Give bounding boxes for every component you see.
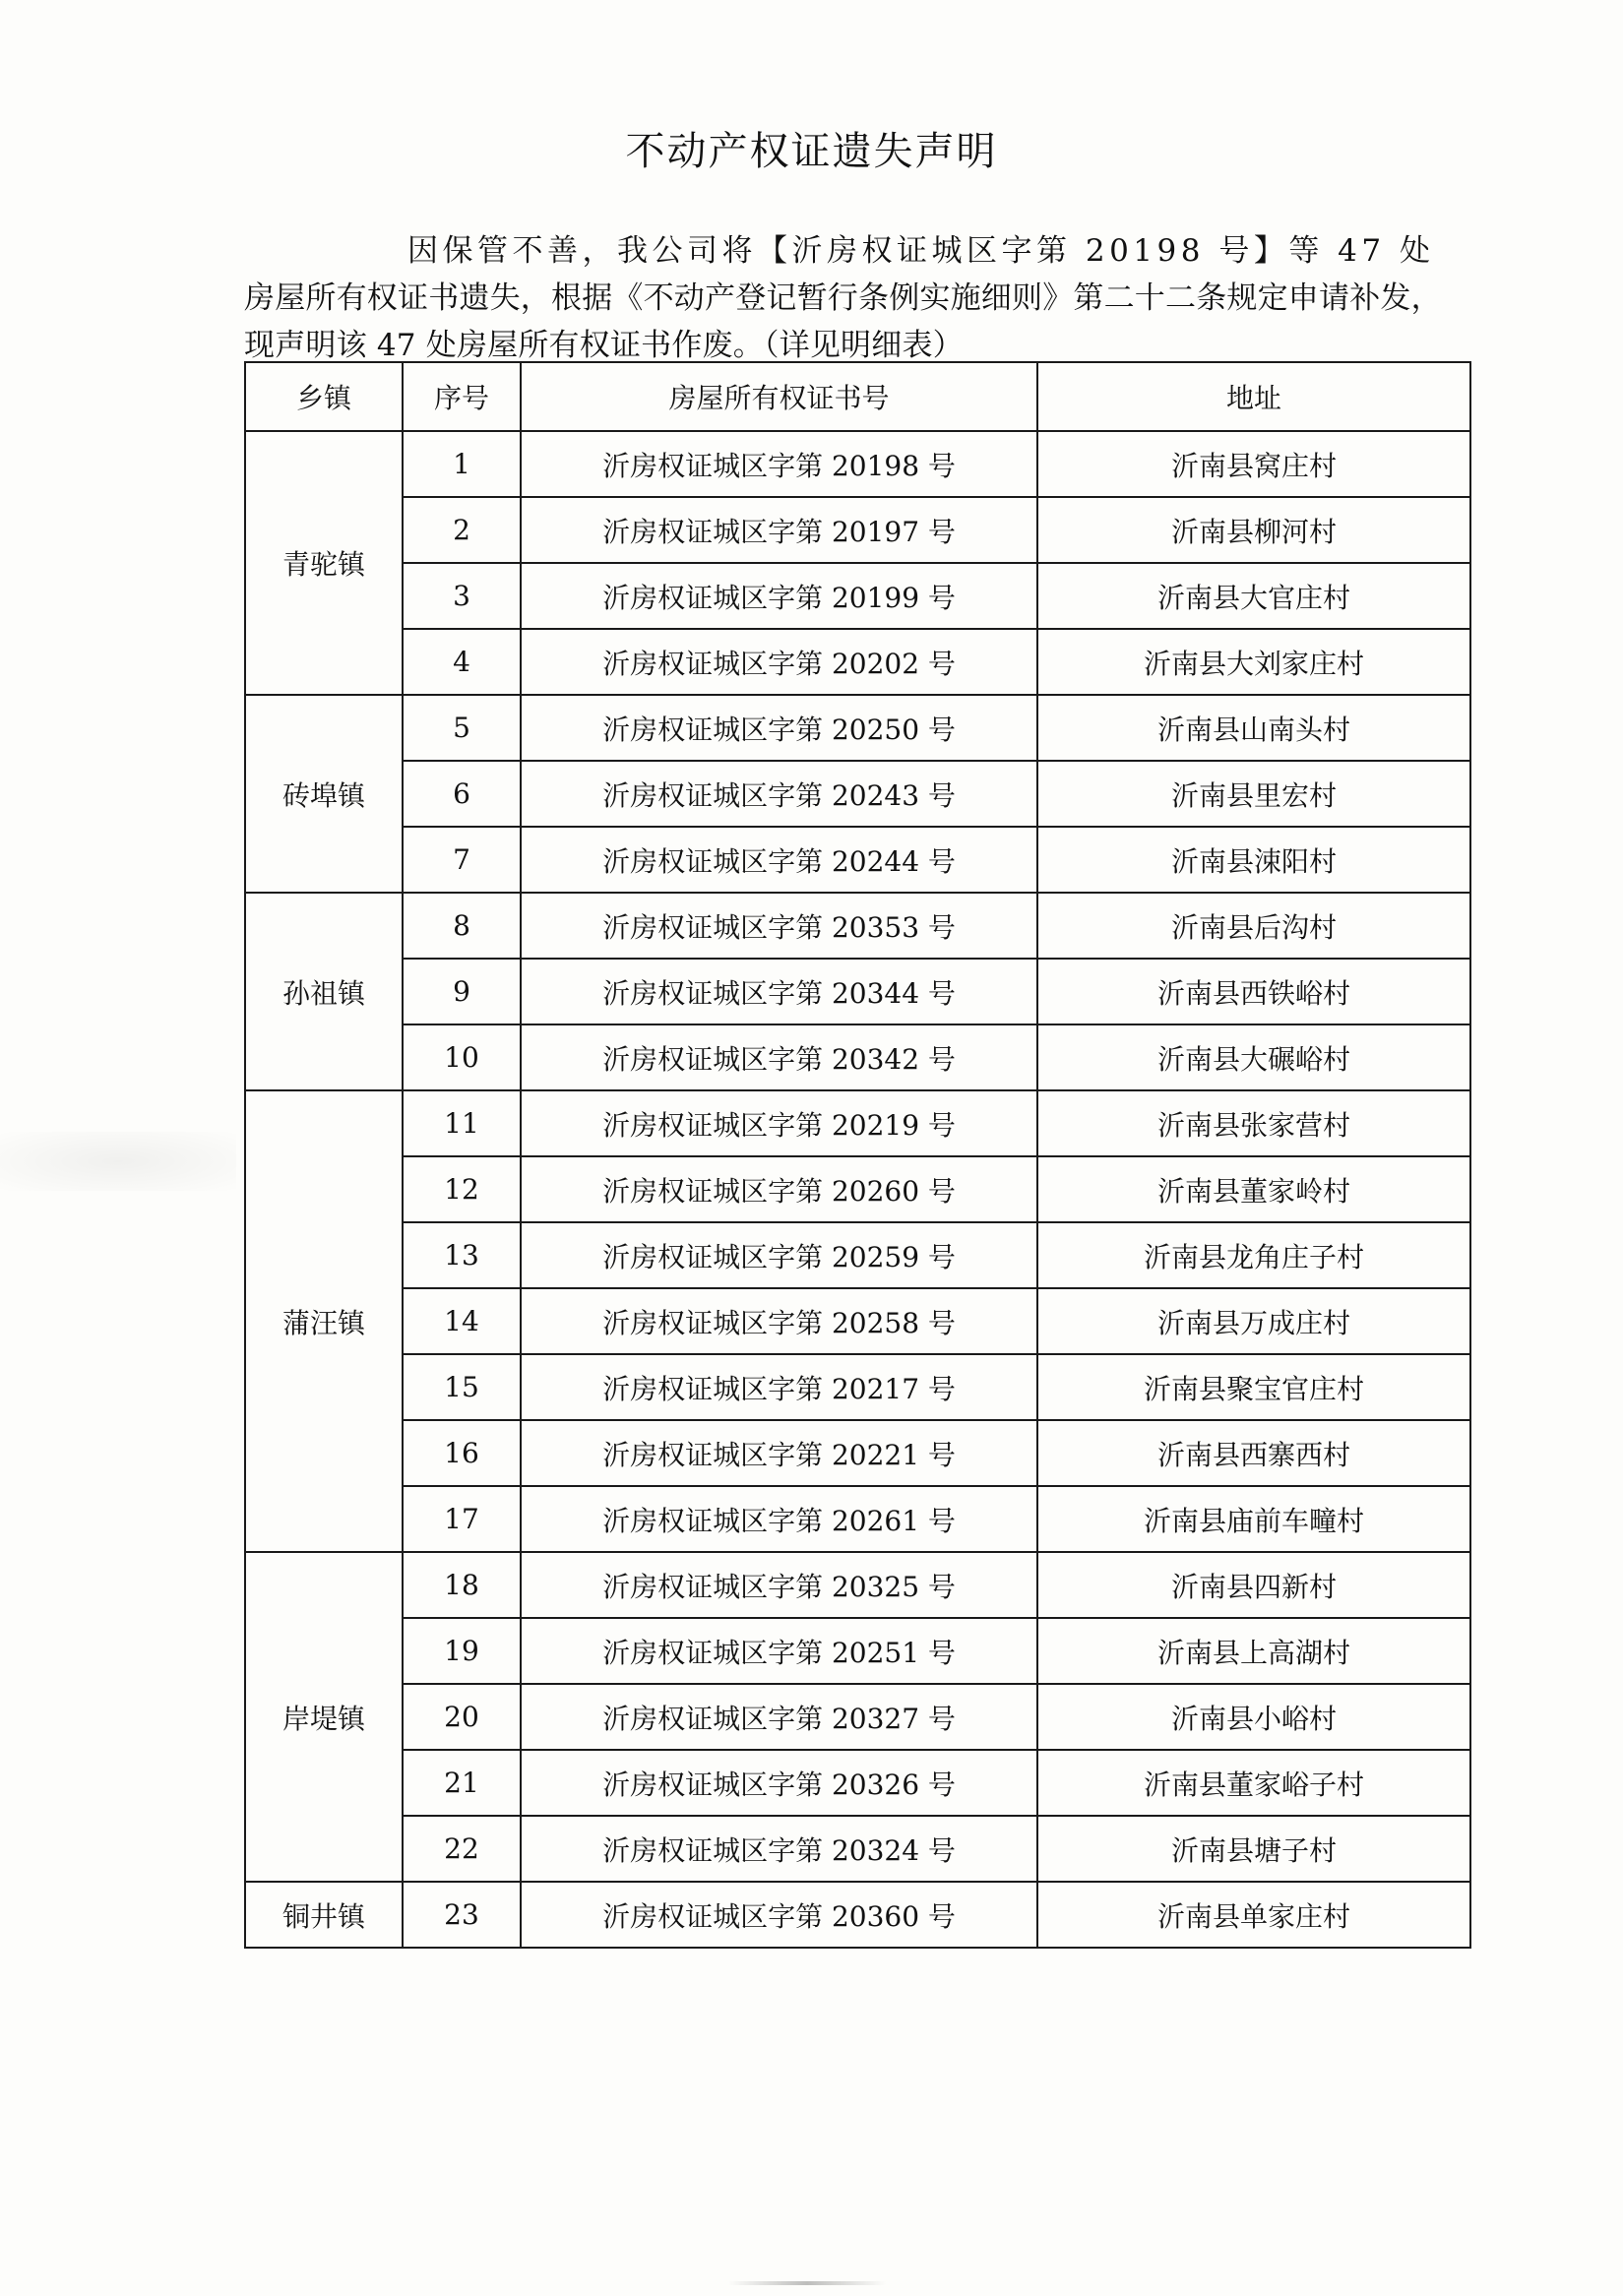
serial-cell: 8 [403,893,521,959]
certificate-cell: 沂房权证城区字第 20217 号 [521,1354,1037,1420]
address-cell: 沂南县四新村 [1037,1552,1470,1618]
certificate-cell: 沂房权证城区字第 20344 号 [521,959,1037,1024]
table-row [245,1486,1470,1552]
address-cell: 沂南县里宏村 [1037,761,1470,827]
header-cert: 房屋所有权证书号 [521,362,1037,431]
table-row [245,827,1470,893]
table-body [245,431,1470,1948]
table-row [245,1882,1470,1948]
table-row [245,497,1470,563]
address-cell: 沂南县涑阳村 [1037,827,1470,893]
table-row [245,761,1470,827]
serial-cell: 15 [403,1354,521,1420]
address-cell: 沂南县万成庄村 [1037,1288,1470,1354]
serial-cell: 17 [403,1486,521,1552]
page-title: 不动产权证遗失声明 [625,129,998,174]
statement-line-3: 现声明该 47 处房屋所有权证书作废。（详见明细表） [244,328,964,363]
table-row [245,893,1470,959]
address-cell: 沂南县董家岭村 [1037,1156,1470,1222]
table-row [245,1354,1470,1420]
certificate-cell: 沂房权证城区字第 20258 号 [521,1288,1037,1354]
certificate-cell: 沂房权证城区字第 20250 号 [521,695,1037,761]
address-cell: 沂南县柳河村 [1037,497,1470,563]
header-no: 序号 [403,362,521,431]
address-cell: 沂南县小峪村 [1037,1684,1470,1750]
address-cell: 沂南县山南头村 [1037,695,1470,761]
address-cell: 沂南县聚宝官庄村 [1037,1354,1470,1420]
address-cell: 沂南县后沟村 [1037,893,1470,959]
address-cell: 沂南县窝庄村 [1037,431,1470,497]
serial-cell: 22 [403,1816,521,1882]
certificate-cell: 沂房权证城区字第 20325 号 [521,1552,1037,1618]
table-row [245,1552,1470,1618]
serial-cell: 4 [403,629,521,695]
table-row [245,1222,1470,1288]
table-row [245,1024,1470,1090]
serial-cell: 10 [403,1024,521,1090]
certificate-cell: 沂房权证城区字第 20260 号 [521,1156,1037,1222]
table-row [245,1090,1470,1156]
header-addr: 地址 [1037,362,1470,431]
table-row [245,959,1470,1024]
address-cell: 沂南县大官庄村 [1037,563,1470,629]
address-cell: 沂南县董家峪子村 [1037,1750,1470,1816]
table-row [245,1420,1470,1486]
table-header-row [245,362,1470,431]
certificate-cell: 沂房权证城区字第 20197 号 [521,497,1037,563]
table-row [245,1684,1470,1750]
certificate-cell: 沂房权证城区字第 20353 号 [521,893,1037,959]
address-cell: 沂南县大碾峪村 [1037,1024,1470,1090]
certificate-cell: 沂房权证城区字第 20221 号 [521,1420,1037,1486]
address-cell: 沂南县塘子村 [1037,1816,1470,1882]
certificate-cell: 沂房权证城区字第 20261 号 [521,1486,1037,1552]
serial-cell: 11 [403,1090,521,1156]
town-cell: 青驼镇 [245,431,403,695]
certificate-cell: 沂房权证城区字第 20199 号 [521,563,1037,629]
address-cell: 沂南县单家庄村 [1037,1882,1470,1948]
scan-smudge [0,1132,236,1191]
certificate-cell: 沂房权证城区字第 20342 号 [521,1024,1037,1090]
certificate-cell: 沂房权证城区字第 20259 号 [521,1222,1037,1288]
table-row [245,695,1470,761]
address-cell: 沂南县西寨西村 [1037,1420,1470,1486]
serial-cell: 19 [403,1618,521,1684]
table-row [245,563,1470,629]
table-row [245,1618,1470,1684]
serial-cell: 20 [403,1684,521,1750]
certificate-cell: 沂房权证城区字第 20360 号 [521,1882,1037,1948]
scan-mark [728,2281,886,2285]
certificate-cell: 沂房权证城区字第 20326 号 [521,1750,1037,1816]
statement-line-1: 因保管不善，我公司将【沂房权证城区字第 20198 号】等 47 处 [407,233,1435,269]
serial-cell: 21 [403,1750,521,1816]
certificate-cell: 沂房权证城区字第 20251 号 [521,1618,1037,1684]
serial-cell: 12 [403,1156,521,1222]
header-town: 乡镇 [245,362,403,431]
serial-cell: 16 [403,1420,521,1486]
town-cell: 铜井镇 [245,1882,403,1948]
serial-cell: 6 [403,761,521,827]
table-row [245,1750,1470,1816]
address-cell: 沂南县上高湖村 [1037,1618,1470,1684]
certificate-cell: 沂房权证城区字第 20219 号 [521,1090,1037,1156]
certificate-table [244,361,1471,1949]
table-row [245,1288,1470,1354]
table-row [245,629,1470,695]
town-cell: 砖埠镇 [245,695,403,893]
statement-line-2: 房屋所有权证书遗失，根据《不动产登记暂行条例实施细则》第二十二条规定申请补发， [244,280,1442,316]
serial-cell: 5 [403,695,521,761]
address-cell: 沂南县龙角庄子村 [1037,1222,1470,1288]
serial-cell: 7 [403,827,521,893]
address-cell: 沂南县张家营村 [1037,1090,1470,1156]
town-cell: 蒲汪镇 [245,1090,403,1552]
certificate-cell: 沂房权证城区字第 20327 号 [521,1684,1037,1750]
certificate-cell: 沂房权证城区字第 20244 号 [521,827,1037,893]
table-row [245,1156,1470,1222]
table-row [245,1816,1470,1882]
serial-cell: 9 [403,959,521,1024]
town-cell: 岸堤镇 [245,1552,403,1882]
address-cell: 沂南县庙前车疃村 [1037,1486,1470,1552]
certificate-cell: 沂房权证城区字第 20243 号 [521,761,1037,827]
table-row [245,431,1470,497]
serial-cell: 2 [403,497,521,563]
certificate-cell: 沂房权证城区字第 20202 号 [521,629,1037,695]
town-cell: 孙祖镇 [245,893,403,1090]
serial-cell: 18 [403,1552,521,1618]
serial-cell: 14 [403,1288,521,1354]
address-cell: 沂南县西铁峪村 [1037,959,1470,1024]
certificate-cell: 沂房权证城区字第 20324 号 [521,1816,1037,1882]
serial-cell: 23 [403,1882,521,1948]
certificate-cell: 沂房权证城区字第 20198 号 [521,431,1037,497]
serial-cell: 3 [403,563,521,629]
address-cell: 沂南县大刘家庄村 [1037,629,1470,695]
serial-cell: 1 [403,431,521,497]
serial-cell: 13 [403,1222,521,1288]
